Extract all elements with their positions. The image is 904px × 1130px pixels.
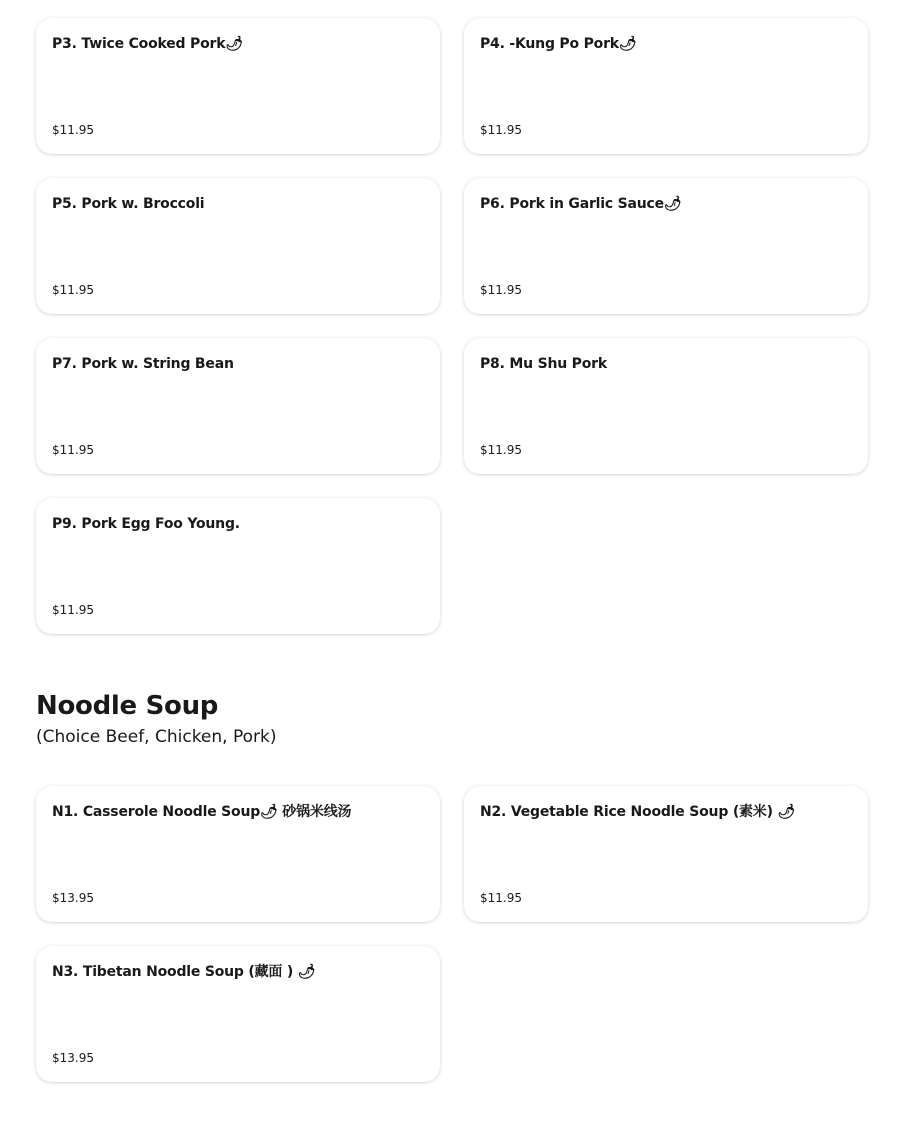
menu-item-name: P4. -Kung Po Pork🌶 (480, 36, 637, 52)
menu-item-card[interactable] (36, 498, 440, 634)
menu-item-card[interactable] (36, 338, 440, 474)
noodle-items-grid (36, 786, 868, 1082)
menu-item-card[interactable] (36, 946, 440, 1082)
menu-item-name: P8. Mu Shu Pork (480, 356, 607, 372)
menu-item-price: $11.95 (52, 283, 94, 297)
menu-item-price: $11.95 (52, 603, 94, 617)
menu-item-card[interactable] (36, 786, 440, 922)
menu-item-card[interactable] (36, 178, 440, 314)
menu-item-card[interactable] (464, 178, 868, 314)
menu-item-price: $13.95 (52, 891, 94, 905)
section-title: Noodle Soup (36, 691, 219, 721)
menu-item-name: N3. Tibetan Noodle Soup (藏面 ) 🌶 (52, 964, 316, 980)
menu-item-card[interactable] (464, 18, 868, 154)
menu-item-name: P7. Pork w. String Bean (52, 356, 234, 372)
menu-item-price: $11.95 (480, 123, 522, 137)
menu-item-name: P5. Pork w. Broccoli (52, 196, 205, 212)
menu-item-price: $11.95 (52, 123, 94, 137)
menu-item-name: P3. Twice Cooked Pork🌶 (52, 36, 243, 52)
menu-item-name: N2. Vegetable Rice Noodle Soup (素米) 🌶 (480, 804, 796, 820)
menu-item-price: $13.95 (52, 1051, 94, 1065)
section-subtitle: (Choice Beef, Chicken, Pork) (36, 727, 277, 747)
menu-item-card[interactable] (36, 18, 440, 154)
menu-item-price: $11.95 (480, 283, 522, 297)
pork-items-grid (36, 18, 868, 634)
menu-item-name: P6. Pork in Garlic Sauce🌶 (480, 196, 682, 212)
menu-item-name: N1. Casserole Noodle Soup🌶 砂锅米线汤 (52, 804, 352, 820)
menu-item-card[interactable] (464, 786, 868, 922)
menu-item-card[interactable] (464, 338, 868, 474)
menu-item-price: $11.95 (480, 443, 522, 457)
menu-item-price: $11.95 (480, 891, 522, 905)
menu-item-price: $11.95 (52, 443, 94, 457)
menu-item-name: P9. Pork Egg Foo Young. (52, 516, 240, 532)
